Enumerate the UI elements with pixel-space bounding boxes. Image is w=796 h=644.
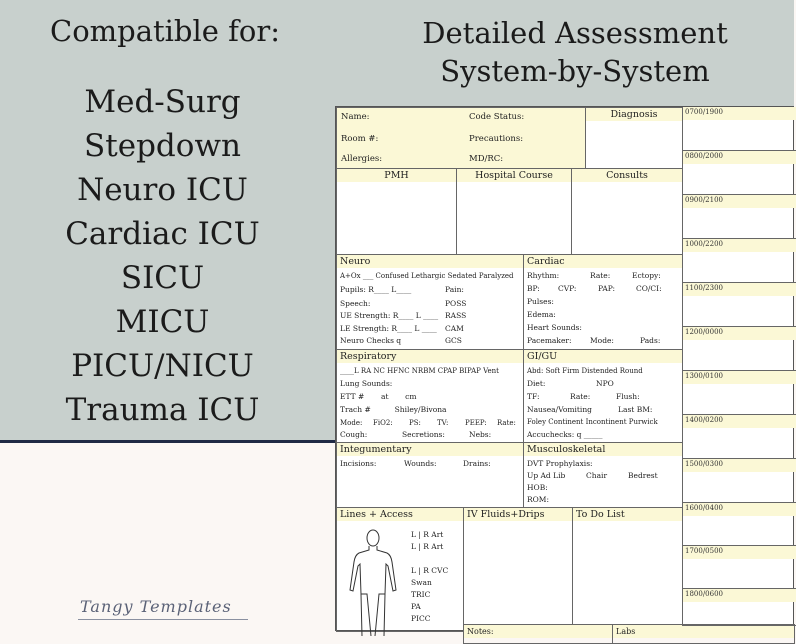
time-label: 0700/1900 [683,107,796,120]
gi-gu-line: Diet: [527,379,546,388]
todo-header: To Do List [573,508,682,521]
brand-underline [78,619,248,620]
consults-box [571,168,683,255]
gi-gu-header: GI/GU [524,350,682,363]
time-label: 1600/0400 [683,503,796,516]
gi-gu-line: Abd: Soft Firm Distended Round [527,367,643,375]
pmh-header: PMH [337,169,456,182]
unit-item: Trauma ICU [65,392,260,428]
code-status-label: Code Status: [469,112,525,122]
unit-item: Stepdown [84,128,241,164]
time-label: 1800/0600 [683,589,796,602]
msk-line: HOB: [527,483,548,492]
gi-gu-line: Nausea/Vomiting [527,405,592,414]
labs-header: Labs [613,625,794,638]
cardiac-field: Heart Sounds: [527,323,582,332]
line-item: Swan [411,578,432,587]
precautions-label: Precautions: [469,134,524,144]
neuro-line: LE Strength: R____ L ____ [340,324,437,333]
neuro-line: Neuro Checks q [340,336,402,345]
time-slot [683,107,796,151]
assessment-title: Detailed Assessment System-by-System [422,16,728,88]
gi-gu-field: Rate: [570,392,591,401]
msk-bedrest: Bedrest [628,471,658,480]
time-slot [683,459,796,503]
integumentary-field: Drains: [463,459,491,468]
iv-fluids-header: IV Fluids+Drips [464,508,572,521]
notes-box [463,624,613,644]
neuro-score: RASS [445,311,467,320]
gi-gu-last-bm: Last BM: [618,405,653,414]
time-slot [683,371,796,415]
respiratory-field: Cough: [340,430,368,439]
neuro-box [336,254,524,350]
gi-gu-line: TF: [527,392,540,401]
consults-header: Consults [572,169,682,182]
compatible-title: Compatible for: [50,14,280,48]
unit-item: PICU/NICU [71,348,254,384]
musculoskeletal-box [523,442,683,508]
time-slot [683,283,796,327]
gi-gu-line: Accuchecks: q _____ [527,430,603,439]
respiratory-field: PS: [409,419,421,427]
respiratory-field: Secretions: [402,430,445,439]
diagnosis-header: Diagnosis [586,108,682,121]
cardiac-field: Pacemaker: [527,336,572,345]
unit-item: SICU [120,260,205,296]
time-slot [683,239,796,283]
respiratory-field: TV: [437,419,449,427]
todo-box [572,507,683,625]
cardiac-field: CO/CI: [636,284,662,293]
time-label: 1200/0000 [683,327,796,340]
diagnosis-box [585,107,683,169]
line-item: TRIC [411,590,431,599]
md-rc-label: MD/RC: [469,154,504,164]
cardiac-box [523,254,683,350]
respiratory-field: Rate: [497,419,516,427]
cardiac-field: BP: [527,284,540,293]
time-label: 1400/0200 [683,415,796,428]
neuro-line: UE Strength: R____ L ____ [340,311,439,320]
iv-fluids-box [463,507,573,625]
msk-line: Up Ad Lib [527,471,566,480]
integumentary-box [336,442,524,508]
patient-info-box [336,107,586,169]
cardiac-field: Edema: [527,310,556,319]
time-slot [683,546,796,589]
time-label: 1100/2300 [683,283,796,296]
unit-item: Neuro ICU [77,172,248,208]
lines-access-box [336,507,464,632]
integumentary-field: Wounds: [404,459,437,468]
notes-header: Notes: [464,625,612,638]
cardiac-field: Pads: [640,336,661,345]
unit-item: Med-Surg [84,84,241,120]
line-item: L | R Art [411,530,444,539]
allergies-label: Allergies: [341,154,383,164]
neuro-header: Neuro [337,255,523,268]
respiratory-field: FiO2: [373,419,393,427]
neuro-score: GCS [445,336,462,345]
neuro-score: CAM [445,324,464,333]
name-label: Name: [341,112,370,122]
respiratory-line: ETT # at cm [340,392,417,401]
cardiac-field: Rhythm: [527,271,560,280]
labs-box [612,624,795,644]
neuro-score: Pain: [445,285,464,294]
time-slot [683,327,796,371]
time-slot [683,589,796,626]
line-item: L | R CVC [411,566,449,575]
hospital-course-header: Hospital Course [457,169,571,182]
unit-item: MICU [115,304,210,340]
gi-gu-npo: NPO [596,379,614,388]
assessment-sheet [335,106,794,636]
cardiac-field: CVP: [558,284,577,293]
hospital-course-box [456,168,572,255]
respiratory-header: Respiratory [337,350,523,363]
line-item: L | R Art [411,542,444,551]
lines-access-header: Lines + Access [337,508,463,521]
cardiac-field: Pulses: [527,297,554,306]
respiratory-line: Trach # Shiley/Bivona [340,405,447,414]
cardiac-field: Ectopy: [632,271,661,280]
musculoskeletal-header: Musculoskeletal [524,443,682,456]
line-item: PA [411,602,421,611]
neuro-score: POSS [445,299,467,308]
respiratory-box [336,349,524,443]
time-slot [683,195,796,239]
respiratory-field: Nebs: [469,430,492,439]
cardiac-field: Rate: [590,271,611,280]
unit-list [40,80,285,432]
neuro-line: Speech: [340,299,371,308]
time-label: 1300/0100 [683,371,796,384]
time-slot [683,503,796,546]
time-slot [683,415,796,459]
integumentary-field: Incisions: [340,459,377,468]
respiratory-field: PEEP: [465,419,487,427]
gi-gu-line: Foley Continent Incontinent Purwick [527,418,658,426]
line-item: PICC [411,614,431,623]
cardiac-field: Mode: [590,336,614,345]
respiratory-line: ____L RA NC HFNC NRBM CPAP BIPAP Vent [340,367,499,375]
pmh-box [336,168,457,255]
msk-line: ROM: [527,495,550,504]
respiratory-field: Mode: [340,419,363,427]
integumentary-header: Integumentary [337,443,523,456]
time-label: 1500/0300 [683,459,796,472]
room-label: Room #: [341,134,379,144]
respiratory-line: Lung Sounds: [340,379,393,388]
time-label: 1700/0500 [683,546,796,559]
msk-chair: Chair [586,471,608,480]
time-label: 0800/2000 [683,151,796,164]
gi-gu-box [523,349,683,443]
brand-signature: Tangy Templates [80,597,232,616]
body-outline-icon [345,528,401,638]
neuro-line: Pupils: R____ L____ [340,285,412,294]
cardiac-header: Cardiac [524,255,682,268]
neuro-line: A+Ox ___ Confused Lethargic Sedated Paralyzed [340,272,514,280]
gi-gu-field: Flush: [616,392,640,401]
time-column [682,107,795,626]
time-slot [683,151,796,195]
msk-line: DVT Prophylaxis: [527,459,593,468]
cardiac-field: PAP: [598,284,616,293]
time-label: 0900/2100 [683,195,796,208]
time-label: 1000/2200 [683,239,796,252]
unit-item: Cardiac ICU [65,216,260,252]
